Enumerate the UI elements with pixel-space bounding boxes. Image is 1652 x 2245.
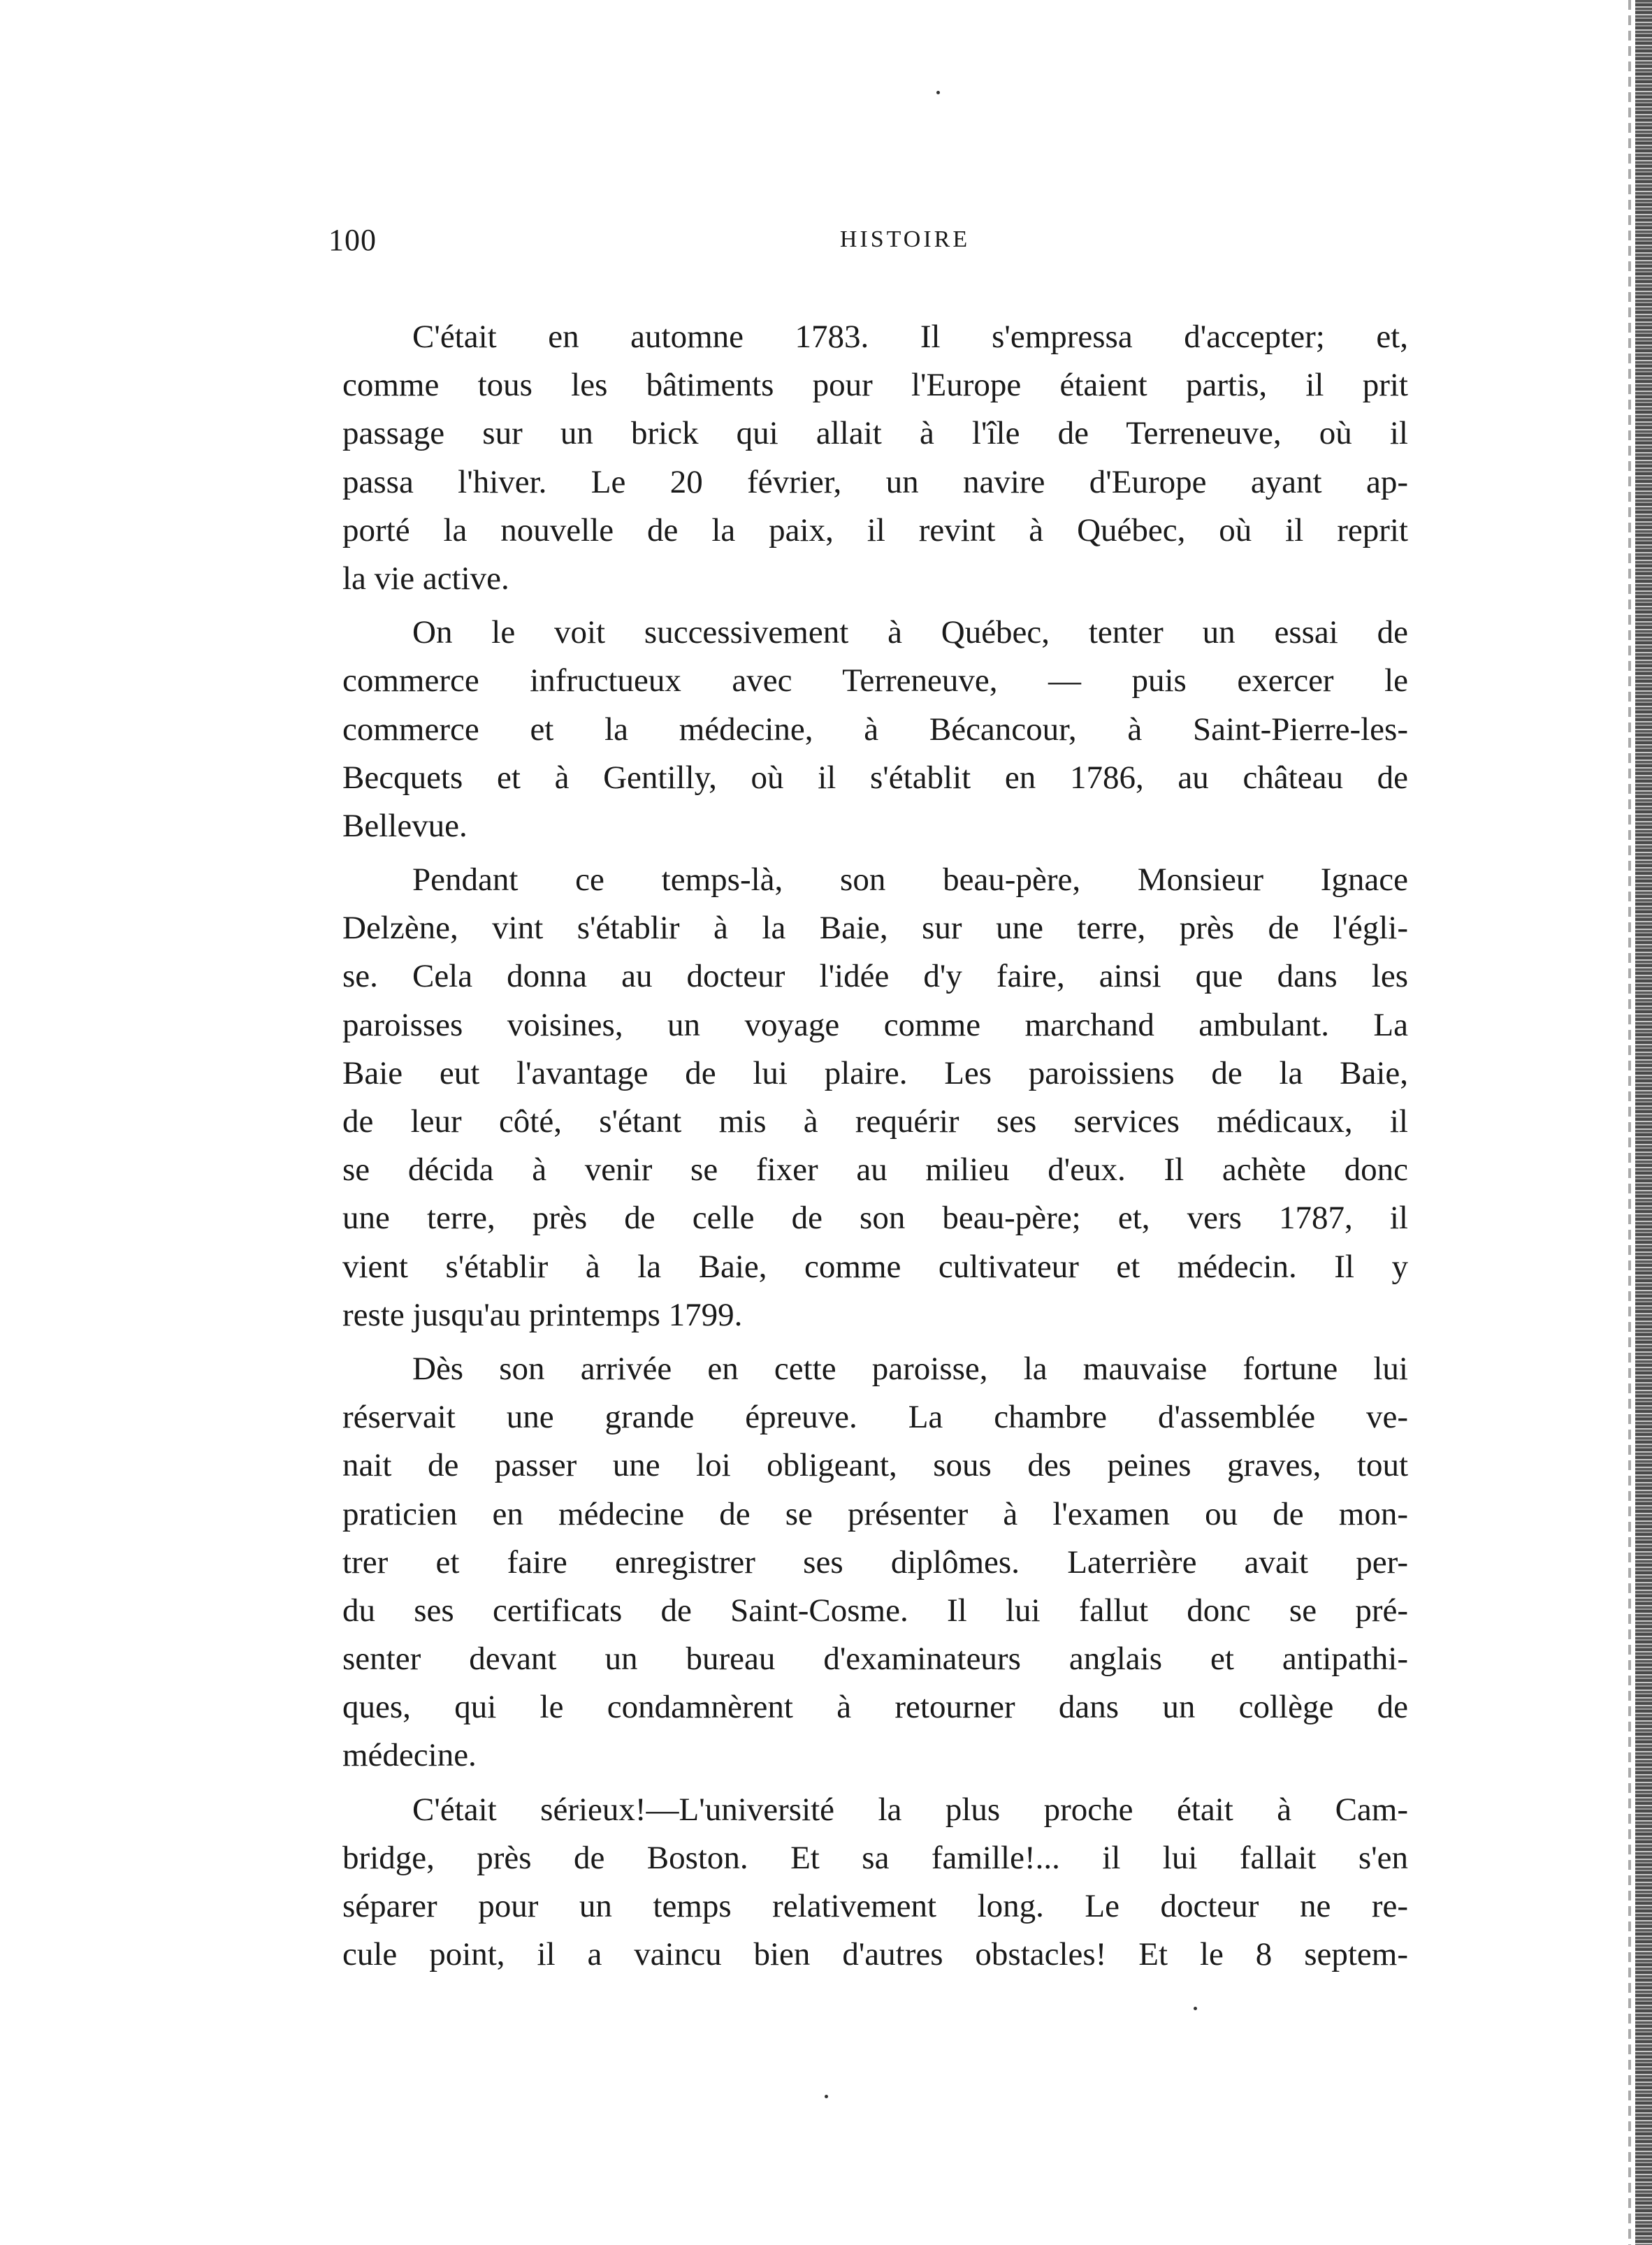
text-line: se. Cela donna au docteur l'idée d'y faire, ainsi que dans les [342, 958, 1408, 995]
text-line: séparer pour un temps relativement long. Le docteur ne re- [342, 1888, 1408, 1924]
paragraph-1 [342, 313, 1408, 603]
text-line: reste jusqu'au printemps 1799. [342, 1296, 743, 1333]
text-line: passage sur un brick qui allait à l'île de Terreneuve, où il [342, 415, 1408, 452]
text-line: C'était en automne 1783. Il s'empressa d'accepter; et, [412, 319, 1408, 355]
text-line: de leur côté, s'étant mis à requérir ses services médicaux, il [342, 1103, 1408, 1140]
text-line: commerce infructueux avec Terreneuve, — puis exercer le [342, 662, 1408, 699]
text-line: comme tous les bâtiments pour l'Europe étaient partis, il prit [342, 367, 1408, 404]
text-line: vient s'établir à la Baie, comme cultivateur et médecin. Il y [342, 1248, 1408, 1285]
text-line: du ses certificats de Saint-Cosme. Il lui fallut donc se pré- [342, 1592, 1408, 1629]
text-line: paroisses voisines, un voyage comme marchand ambulant. La [342, 1006, 1408, 1043]
scan-speck [825, 2095, 828, 2098]
text-line: trer et faire enregistrer ses diplômes. Laterrière avait per- [342, 1543, 1408, 1581]
text-line: bridge, près de Boston. Et sa famille!... il lui fallait s'en [342, 1839, 1408, 1876]
text-line: cule point, il a vaincu bien d'autres obstacles! Et le 8 septem- [342, 1936, 1408, 1973]
text-line: senter devant un bureau d'examinateurs anglais et antipathi- [342, 1641, 1408, 1678]
scan-speck [1194, 2007, 1197, 2010]
text-line: commerce et la médecine, à Bécancour, à Saint-Pierre-les- [342, 711, 1408, 748]
paragraph-2 [342, 609, 1408, 850]
text-line: réservait une grande épreuve. La chambre d'assemblée ve- [342, 1399, 1408, 1436]
text-line: se décida à venir se fixer au milieu d'eux. Il achète donc [342, 1151, 1408, 1189]
scan-edge-shadow [1628, 0, 1631, 2245]
text-line: On le voit successivement à Québec, tenter un essai de [412, 614, 1408, 651]
running-head [328, 222, 1405, 264]
text-line: Baie eut l'avantage de lui plaire. Les paroissiens de la Baie, [342, 1054, 1408, 1091]
text-line: C'était sérieux!—L'université la plus proche était à Cam- [412, 1791, 1408, 1828]
text-line: médecine. [342, 1737, 477, 1774]
text-line: porté la nouvelle de la paix, il revint à Québec, où il reprit [342, 511, 1408, 548]
text-line: Becquets et à Gentilly, où il s'établit en 1786, au château de [342, 759, 1408, 796]
text-line: Dès son arrivée en cette paroisse, la mauvaise fortune lui [412, 1350, 1408, 1387]
scan-edge-binding [1635, 0, 1652, 2245]
text-line: la vie active. [342, 560, 509, 597]
running-title: HISTOIRE [839, 226, 971, 252]
text-line: une terre, près de celle de son beau-père; et, vers 1787, il [342, 1200, 1408, 1237]
page-number: 100 [328, 223, 377, 257]
text-line: nait de passer une loi obligeant, sous des peines graves, tout [342, 1447, 1408, 1484]
text-line: Pendant ce temps-là, son beau-père, Monsieur Ignace [412, 862, 1408, 899]
text-line: praticien en médecine de se présenter à l'examen ou de mon- [342, 1495, 1408, 1532]
paragraph-3 [342, 856, 1408, 1339]
text-line: Bellevue. [342, 807, 468, 844]
paragraph-4 [342, 1345, 1408, 1780]
text-line: ques, qui le condamnèrent à retourner dans un collège de [342, 1689, 1408, 1726]
text-line: passa l'hiver. Le 20 février, un navire d'Europe ayant ap- [342, 463, 1408, 500]
scan-speck [936, 91, 940, 94]
text-line: Delzène, vint s'établir à la Baie, sur une terre, près de l'égli- [342, 910, 1408, 947]
paragraph-5 [342, 1786, 1408, 1979]
body-text [342, 313, 1408, 1979]
